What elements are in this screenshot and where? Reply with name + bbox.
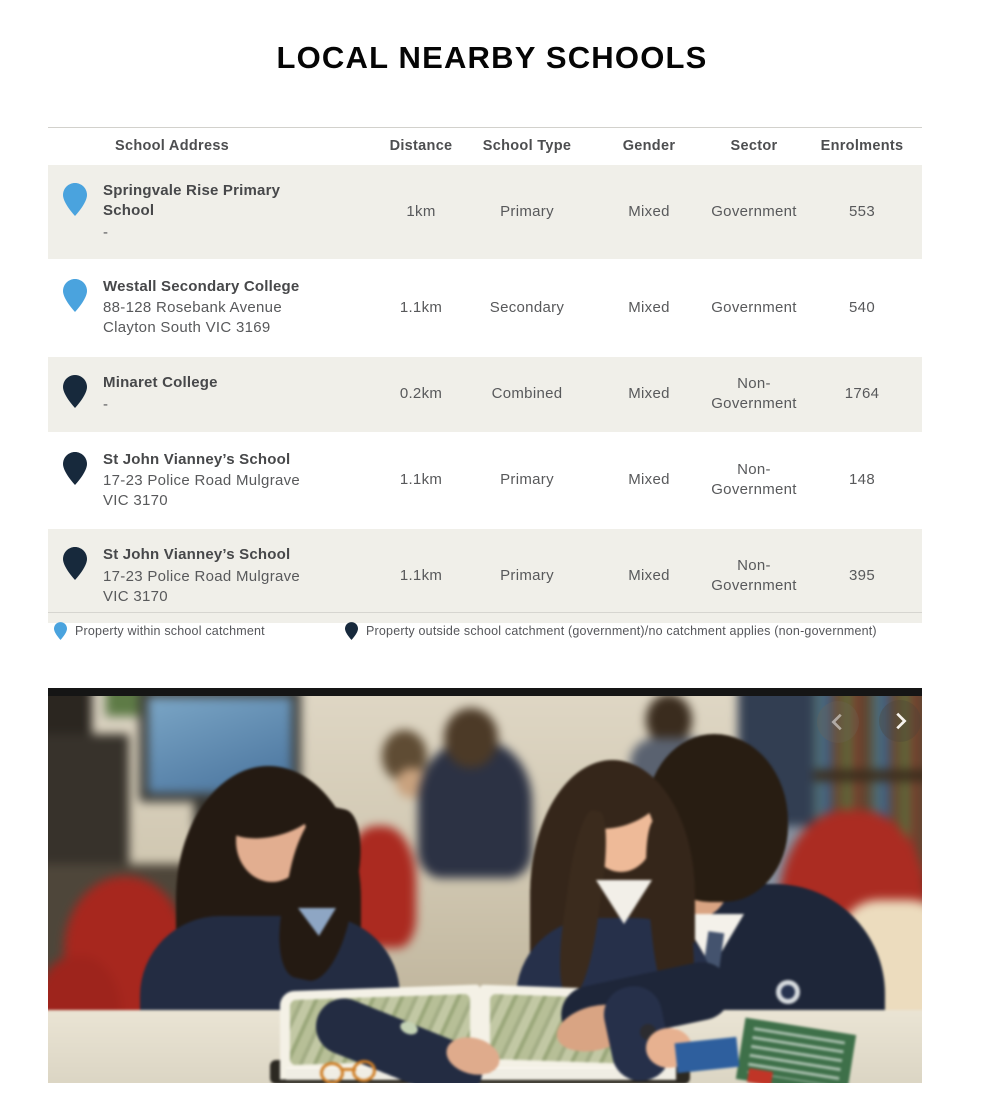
gender-cell: Mixed [628, 202, 670, 220]
table-header [48, 128, 922, 163]
school-address-cell [48, 450, 380, 512]
map-pin-icon [345, 622, 358, 640]
map-pin-icon [63, 375, 89, 408]
table-row [48, 434, 922, 528]
school-address: - [103, 223, 109, 241]
gender-cell: Mixed [628, 384, 670, 402]
column-header-distance: Distance [389, 138, 453, 154]
column-header-sector: Sector [730, 138, 778, 154]
school-name: St John Vianney’s School [103, 546, 291, 564]
school-photo-carousel [48, 688, 922, 1083]
school-address: 88-128 Rosebank Avenue Clayton South VIC 3169 [103, 299, 282, 337]
legend-within-label: Property within school catchment [75, 624, 265, 638]
photo-students [48, 688, 922, 1083]
enrolments-cell: 553 [849, 202, 875, 220]
sector-cell: Government [711, 202, 797, 220]
legend-outside-label: Property outside school catchment (government)/no catchment applies (non-government) [366, 624, 877, 638]
column-header-school-type: School Type [482, 138, 572, 154]
school-name: Springvale Rise Primary School [103, 182, 281, 220]
enrolments-cell: 395 [849, 567, 875, 584]
distance-cell: 1.1km [399, 298, 443, 316]
carousel-next-button[interactable] [879, 700, 921, 742]
page-title: LOCAL NEARBY SCHOOLS [276, 40, 708, 75]
sector-cell: Non-Government [711, 461, 797, 499]
enrolments-cell: 1764 [844, 384, 880, 402]
school-address: 17-23 Police Road Mulgrave VIC 3170 [103, 471, 301, 509]
school-type-cell: Secondary [489, 298, 565, 316]
school-address-cell [48, 181, 380, 243]
enrolments-cell: 148 [849, 471, 875, 489]
map-pin-icon [63, 183, 89, 216]
carousel-prev-button[interactable] [817, 701, 859, 743]
chevron-right-icon [889, 710, 911, 732]
sector-cell: Non-Government [711, 556, 797, 595]
column-header-school-address: School Address [115, 138, 230, 154]
school-type-cell: Combined [491, 384, 563, 402]
photo-top-bar [48, 688, 922, 696]
table-row [48, 261, 922, 355]
school-name: Minaret College [103, 374, 218, 392]
school-name: St John Vianney’s School [103, 450, 291, 468]
sector-cell: Non-Government [711, 374, 797, 412]
distance-cell: 1km [406, 202, 436, 220]
eyeglasses [320, 1062, 344, 1083]
map-pin-icon [63, 452, 89, 485]
distance-cell: 1.1km [399, 471, 443, 489]
gender-cell: Mixed [628, 298, 670, 316]
catchment-legend [48, 612, 922, 638]
school-address: 17-23 Police Road Mulgrave VIC 3170 [103, 567, 301, 605]
table-row [48, 163, 922, 261]
sector-cell: Government [711, 298, 797, 316]
map-pin-icon [63, 279, 89, 312]
map-pin-icon [54, 622, 67, 640]
chevron-left-icon [827, 711, 849, 733]
school-address-cell [48, 545, 380, 607]
map-pin-icon [63, 547, 89, 580]
school-name: Westall Secondary College [103, 277, 300, 295]
school-address-cell [48, 277, 380, 339]
legend-item-within [54, 622, 265, 640]
school-address-cell [48, 373, 380, 415]
column-header-enrolments: Enrolments [820, 138, 904, 154]
school-type-cell: Primary [500, 202, 554, 220]
table-row [48, 527, 922, 625]
school-address: - [103, 395, 109, 413]
school-type-cell: Primary [500, 567, 554, 584]
enrolments-cell: 540 [849, 298, 875, 316]
gender-cell: Mixed [628, 567, 670, 584]
legend-item-outside [345, 622, 877, 640]
school-type-cell: Primary [500, 471, 554, 489]
distance-cell: 0.2km [399, 384, 443, 402]
gender-cell: Mixed [628, 471, 670, 489]
schools-table [48, 127, 922, 625]
table-row [48, 355, 922, 434]
distance-cell: 1.1km [399, 567, 443, 584]
column-header-gender: Gender [622, 138, 676, 154]
